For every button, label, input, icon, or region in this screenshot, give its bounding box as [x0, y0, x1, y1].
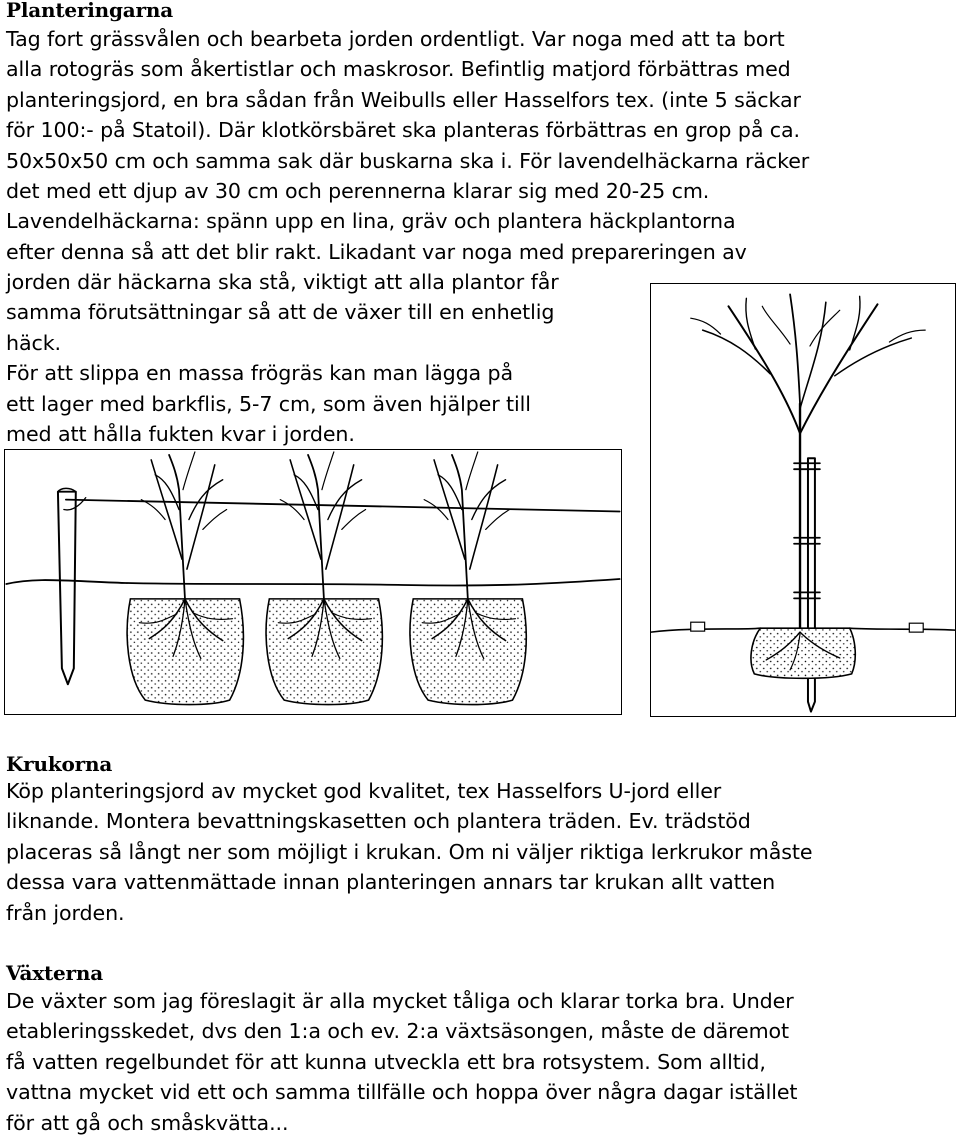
text-line: ett lager med barkflis, 5-7 cm, som även hjälper till	[6, 391, 531, 416]
hedge-planting-drawing	[5, 450, 621, 714]
text-line: liknande. Montera bevattningskasetten och plantera träden. Ev. trädstöd	[6, 809, 751, 834]
text-line: jorden där häckarna ska stå, viktigt att alla plantor får	[6, 270, 559, 294]
paragraph-planteringarna-full-width	[6, 24, 809, 267]
text-line: Tag fort grässvålen och bearbeta jorden ordentligt. Var noga med att ta bort	[6, 27, 785, 51]
text-line: det med ett djup av 30 cm och perennerna klarar sig med 20-25 cm.	[6, 179, 710, 204]
text-line: efter denna så att det blir rakt. Likadant var noga med prepareringen av	[6, 239, 747, 264]
text-line: planteringsjord, en bra sådan från Weibulls eller Hasselfors tex. (inte 5 säckar	[6, 87, 801, 112]
text-line: samma förutsättningar så att de växer till en enhetlig	[6, 300, 555, 325]
staked-tree-drawing	[651, 284, 955, 716]
stake-post	[58, 488, 86, 684]
hedge-plant-1	[127, 452, 243, 705]
text-line: De växter som jag föreslagit är alla mycket tåliga och klarar torka bra. Under	[6, 989, 794, 1013]
hedge-plant-2	[266, 452, 382, 705]
paragraph-planteringarna-beside-tree	[6, 267, 559, 449]
text-line: 50x50x50 cm och samma sak där buskarna ska i. För lavendelhäckarna räcker	[6, 148, 810, 173]
text-line: för 100:- på Statoil). Där klotkörsbäret ska planteras förbättras en grop på ca.	[6, 118, 800, 143]
heading-planteringarna: Planteringarna	[6, 0, 173, 22]
text-line: dessa vara vattenmättade innan planteringen annars tar krukan allt vatten	[6, 870, 776, 895]
paragraph-vaxterna	[6, 986, 797, 1138]
text-line: För att slippa en massa frögräs kan man lägga på	[6, 361, 513, 386]
staked-tree-illustration	[650, 283, 956, 717]
text-line: med att hålla fukten kvar i jorden.	[6, 422, 355, 447]
heading-krukorna: Krukorna	[6, 752, 113, 776]
text-line: från jorden.	[6, 900, 125, 925]
text-line: etableringsskedet, dvs den 1:a och ev. 2:a växtsäsongen, måste de däremot	[6, 1019, 790, 1044]
ground-line	[6, 579, 619, 585]
text-line: Lavendelhäckarna: spänn upp en lina, gräv och plantera häckplantorna	[6, 209, 736, 234]
text-line: Köp planteringsjord av mycket god kvalitet, tex Hasselfors U-jord eller	[6, 779, 722, 803]
marker-left	[691, 622, 705, 631]
text-line: placeras så långt ner som möjligt i krukan. Om ni väljer riktiga lerkrukor måste	[6, 839, 813, 864]
text-line: för att gå och småskvätta...	[6, 1110, 289, 1135]
hedge-planting-illustration	[4, 449, 622, 715]
marker-right	[909, 623, 923, 632]
paragraph-krukorna	[6, 776, 812, 928]
text-line: vattna mycket vid ett och samma tillfälle och hoppa över några dagar istället	[6, 1080, 798, 1105]
text-line: häck.	[6, 330, 61, 355]
text-line: alla rotogräs som åkertistlar och maskrosor. Befintlig matjord förbättras med	[6, 57, 791, 82]
text-line: få vatten regelbundet för att kunna utveckla ett bra rotsystem. Som alltid,	[6, 1049, 766, 1074]
hedge-plant-3	[410, 452, 526, 705]
heading-vaxterna: Växterna	[6, 961, 103, 985]
